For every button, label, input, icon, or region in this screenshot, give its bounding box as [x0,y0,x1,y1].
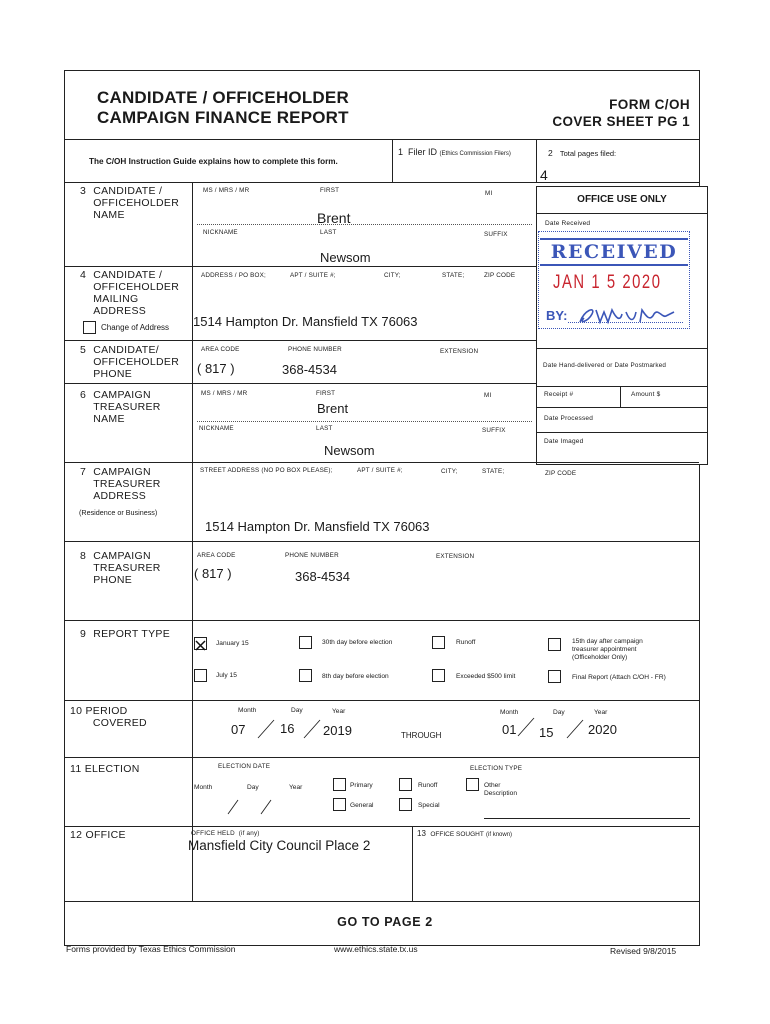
s5-extension-label: EXTENSION [440,348,479,355]
runoff-election-checkbox[interactable] [399,778,412,791]
section-4-label: 4 CANDIDATE / OFFICEHOLDER MAILING ADDRESS [80,269,180,317]
8th-day-label: 8th day before election [322,673,389,680]
30th-day-label: 30th day before election [322,639,393,646]
election-year-label: Year [289,784,303,791]
january-15-checkbox[interactable] [194,637,207,650]
section-8-label: 8 CAMPAIGN TREASURER PHONE [80,550,161,586]
to-day-label: Day [553,709,565,716]
instruction-text: The C/OH Instruction Guide explains how to complete this form. [89,157,338,166]
s3-suffix-field-label: SUFFIX [484,231,508,238]
from-year-label: Year [332,708,346,715]
receipt-label: Receipt # [544,391,574,398]
s7-apt-field-label: APT / SUITE #; [357,467,403,474]
date-slash-icon [259,798,273,816]
office-held-value[interactable]: Mansfield City Council Place 2 [188,838,371,853]
received-signature-icon [574,300,684,328]
check-x-icon [195,640,206,651]
form-code: FORM C/OH [609,97,690,112]
special-label: Special [418,802,440,809]
date-slash-icon [565,718,585,740]
date-imaged-label: Date Imaged [544,438,584,445]
15th-day-checkbox[interactable] [548,638,561,651]
from-year-value[interactable]: 2019 [323,723,352,738]
final-report-label: Final Report (Attach C/OH - FR) [572,674,666,681]
to-month-label: Month [500,709,519,716]
received-stamp-by: BY: [546,308,568,323]
filer-id-label: 1 Filer ID (Ethics Commission Filers) [398,147,511,157]
s3-mi-field-label: MI [485,190,493,197]
runoff-report-label: Runoff [456,639,476,646]
treasurer-phone[interactable]: 368-4534 [295,569,350,584]
date-slash-icon [226,798,240,816]
total-pages-label: 2 Total pages filed: [548,148,617,158]
form-title-line2: CAMPAIGN FINANCE REPORT [97,108,349,127]
s3-title-field-label: MS / MRS / MR [203,187,250,194]
exceeded-limit-label: Exceeded $500 limit [456,673,516,680]
from-day-label: Day [291,707,303,714]
candidate-last-name[interactable]: Newsom [320,250,371,265]
date-received-label: Date Received [545,220,591,227]
amount-label: Amount $ [631,391,661,398]
office-use-title: OFFICE USE ONLY [577,194,667,205]
commission-url[interactable]: www.ethics.state.tx.us [334,944,418,954]
s5-area-code-label: AREA CODE [201,346,240,353]
total-pages-value: 4 [540,167,548,183]
15th-day-label: 15th day after campaign treasurer appointment (Officeholder Only) [572,638,643,661]
s7-state-field-label: STATE; [482,468,505,475]
form-title-line1: CANDIDATE / OFFICEHOLDER [97,88,349,107]
provided-by: Forms provided by Texas Ethics Commission [66,944,236,954]
s7-city-field-label: CITY; [441,468,458,475]
office-sought-label: 13 OFFICE SOUGHT (if known) [417,829,513,838]
candidate-phone[interactable]: 368-4534 [282,362,337,377]
runoff-report-checkbox[interactable] [432,636,445,649]
date-slash-icon [302,718,322,740]
s4-state-field-label: STATE; [442,272,465,279]
s4-apt-field-label: APT / SUITE #; [290,272,336,279]
section-7-label: 7 CAMPAIGN TREASURER ADDRESS [80,466,161,502]
s8-extension-label: EXTENSION [436,553,475,560]
8th-day-checkbox[interactable] [299,669,312,682]
section-9-label: 9 REPORT TYPE [80,628,171,640]
change-of-address-label: Change of Address [101,323,170,332]
hand-delivered-label: Date Hand-delivered or Date Postmarked [543,362,667,369]
s7-zip-field-label: ZIP CODE [545,470,577,477]
date-slash-icon [256,718,276,740]
treasurer-address[interactable]: 1514 Hampton Dr. Mansfield TX 76063 [205,519,430,534]
section-3-label: 3 CANDIDATE / OFFICEHOLDER NAME [80,185,180,221]
date-slash-icon [516,716,536,738]
treasurer-first-name[interactable]: Brent [317,401,349,416]
to-day-value[interactable]: 15 [539,725,554,740]
from-month-label: Month [238,707,257,714]
residence-or-business-note: (Residence or Business) [79,508,158,517]
election-date-label: ELECTION DATE [218,763,271,770]
candidate-address[interactable]: 1514 Hampton Dr. Mansfield TX 76063 [193,314,418,329]
candidate-area-code[interactable]: ( 817 ) [197,361,235,376]
date-processed-label: Date Processed [544,415,594,422]
primary-checkbox[interactable] [333,778,346,791]
s6-mi-field-label: MI [484,392,492,399]
other-election-checkbox[interactable] [466,778,479,791]
final-report-checkbox[interactable] [548,670,561,683]
section-11-label: 11 ELECTION [70,763,140,775]
s5-phone-label: PHONE NUMBER [288,346,342,353]
s6-nickname-field-label: NICKNAME [199,425,234,432]
s8-area-code-label: AREA CODE [197,552,236,559]
special-checkbox[interactable] [399,798,412,811]
from-month-value[interactable]: 07 [231,722,246,737]
to-year-label: Year [594,709,608,716]
go-to-page-2: GO TO PAGE 2 [337,915,433,929]
s4-address-field-label: ADDRESS / PO BOX; [201,272,266,279]
change-of-address-checkbox[interactable] [83,321,96,334]
s7-street-field-label: STREET ADDRESS (NO PO BOX PLEASE); [200,467,333,474]
runoff-election-label: Runoff [418,782,438,789]
from-day-value[interactable]: 16 [280,721,295,736]
january-15-label: January 15 [216,640,249,647]
treasurer-last-name[interactable]: Newsom [324,443,375,458]
s4-zip-field-label: ZIP CODE [484,272,516,279]
through-label: THROUGH [401,731,442,740]
cover-sheet-label: COVER SHEET PG 1 [552,114,690,129]
s6-first-field-label: FIRST [316,390,336,397]
july-15-label: July 15 [216,672,237,679]
30th-day-checkbox[interactable] [299,636,312,649]
primary-label: Primary [350,782,373,789]
exceeded-limit-checkbox[interactable] [432,669,445,682]
s3-nickname-field-label: NICKNAME [203,229,238,236]
office-held-label: OFFICE HELD (if any) [191,830,260,837]
s6-suffix-field-label: SUFFIX [482,427,506,434]
july-15-checkbox[interactable] [194,669,207,682]
candidate-first-name[interactable]: Brent [317,210,351,226]
general-checkbox[interactable] [333,798,346,811]
s6-last-field-label: LAST [316,425,333,432]
section-12-label: 12 OFFICE [70,829,126,841]
other-description-label: Other Description [484,782,517,797]
election-day-label: Day [247,784,259,791]
election-type-label: ELECTION TYPE [470,765,523,772]
section-6-label: 6 CAMPAIGN TREASURER NAME [80,389,161,425]
revised-date: Revised 9/8/2015 [610,946,677,956]
s4-city-field-label: CITY; [384,272,401,279]
general-label: General [350,802,374,809]
to-month-value[interactable]: 01 [502,722,517,737]
s6-title-field-label: MS / MRS / MR [201,390,248,397]
received-stamp-word: RECEIVED [540,238,688,266]
s3-last-field-label: LAST [320,229,337,236]
section-10-label: 10 PERIOD COVERED [70,705,147,729]
received-stamp-date: JAN 1 5 2020 [553,272,662,293]
section-5-label: 5 CANDIDATE/ OFFICEHOLDER PHONE [80,344,180,380]
treasurer-area-code[interactable]: ( 817 ) [194,566,232,581]
s3-first-field-label: FIRST [320,187,340,194]
s8-phone-label: PHONE NUMBER [285,552,339,559]
election-month-label: Month [194,784,213,791]
to-year-value[interactable]: 2020 [588,722,617,737]
